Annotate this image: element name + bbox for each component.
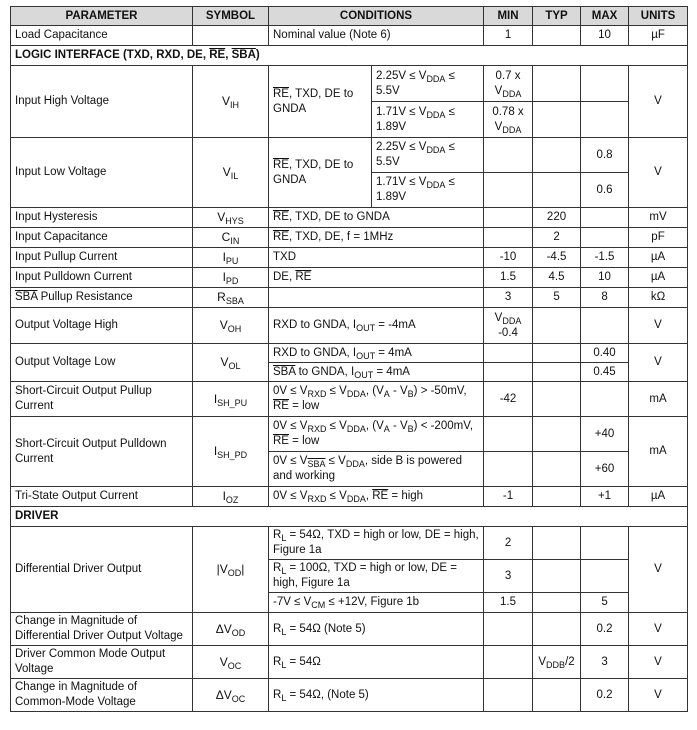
conditions-cell: $R_L = 54\Omega$ [269, 646, 484, 679]
units-cell: µA [629, 268, 688, 288]
parameter-cell: Short-Circuit Output Pullup Current [11, 382, 193, 417]
max-cell: 3 [581, 646, 629, 679]
min-cell: 0.78 x $V_{DDA}$ [484, 102, 533, 138]
typ-cell [533, 593, 581, 613]
units-cell: V [629, 527, 688, 613]
min-cell: 1 [484, 26, 533, 46]
units-cell: kΩ [629, 288, 688, 308]
units-cell: mA [629, 382, 688, 417]
symbol-cell: $I_{OZ}$ [193, 487, 269, 507]
table-row [11, 288, 688, 308]
conditions-cell [269, 288, 484, 308]
min-cell: -42 [484, 382, 533, 417]
table-row [11, 138, 688, 173]
max-cell [581, 66, 629, 102]
max-cell: 0.40 [581, 344, 629, 363]
symbol-cell: $|V_{OD}|$ [193, 527, 269, 613]
units-cell: V [629, 613, 688, 646]
typ-cell [533, 363, 581, 382]
parameter-cell: Input Low Voltage [11, 138, 193, 208]
table-row [11, 66, 688, 102]
conditions-cell: $\overline{RE}$, TXD, DE to GNDA [269, 138, 372, 208]
table-row [11, 613, 688, 646]
min-cell [484, 452, 533, 487]
typ-cell [533, 560, 581, 593]
conditions-cell: $R_L = 54\Omega$, (Note 5) [269, 679, 484, 712]
units-cell: µF [629, 26, 688, 46]
table-row [11, 228, 688, 248]
section-title: LOGIC INTERFACE (TXD, RXD, DE, $\overline{RE}$, $\overline{SBA}$) [11, 46, 688, 66]
typ-cell [533, 344, 581, 363]
max-cell [581, 208, 629, 228]
units-cell: mV [629, 208, 688, 228]
typ-cell: 4.5 [533, 268, 581, 288]
max-cell [581, 382, 629, 417]
table-row [11, 487, 688, 507]
max-cell: 0.2 [581, 613, 629, 646]
max-cell: +40 [581, 417, 629, 452]
header-symbol: SYMBOL [193, 7, 269, 26]
max-cell: 0.45 [581, 363, 629, 382]
min-cell [484, 208, 533, 228]
min-cell [484, 173, 533, 208]
min-cell [484, 363, 533, 382]
conditions-cell: $R_L = 54\Omega$, TXD = high or low, DE = high, Figure 1a [269, 527, 484, 560]
symbol-cell: $V_{OL}$ [193, 344, 269, 382]
min-cell [484, 138, 533, 173]
typ-cell: 220 [533, 208, 581, 228]
symbol-cell: $V_{OH}$ [193, 308, 269, 344]
typ-cell [533, 487, 581, 507]
min-cell: 2 [484, 527, 533, 560]
units-cell: µA [629, 487, 688, 507]
max-cell [581, 527, 629, 560]
conditions-cell: $-7V \le V_{CM} \le +12V$, Figure 1b [269, 593, 484, 613]
max-cell: 5 [581, 593, 629, 613]
symbol-cell: $\Delta V_{OC}$ [193, 679, 269, 712]
conditions-cell: $0V \le V_{RXD} \le V_{DDA}$, $(V_A - V_B) < -200mV$, $\overline{RE}$ = low [269, 417, 484, 452]
units-cell: V [629, 679, 688, 712]
header-typ: TYP [533, 7, 581, 26]
section-header-driver [11, 507, 688, 527]
typ-cell [533, 613, 581, 646]
typ-cell [533, 173, 581, 208]
min-cell: -1 [484, 487, 533, 507]
table-row [11, 208, 688, 228]
conditions-cell: DE, $\overline{RE}$ [269, 268, 484, 288]
max-cell: 0.2 [581, 679, 629, 712]
symbol-cell: $R_{SBA}$ [193, 288, 269, 308]
parameter-cell: Short-Circuit Output Pulldown Current [11, 417, 193, 487]
conditions-cell: $\overline{RE}$, TXD, DE to GNDA [269, 208, 484, 228]
table-row [11, 679, 688, 712]
parameter-cell: Change in Magnitude of Differential Driver Output Voltage [11, 613, 193, 646]
typ-cell [533, 308, 581, 344]
max-cell [581, 560, 629, 593]
header-max: MAX [581, 7, 629, 26]
conditions-cell: $\overline{SBA}$ to GNDA, $I_{OUT} = 4mA$ [269, 363, 484, 382]
min-cell: 0.7 x $V_{DDA}$ [484, 66, 533, 102]
max-cell: +1 [581, 487, 629, 507]
symbol-cell: $I_{PU}$ [193, 248, 269, 268]
header-min: MIN [484, 7, 533, 26]
typ-cell [533, 26, 581, 46]
max-cell [581, 228, 629, 248]
conditions-cell: Nominal value (Note 6) [269, 26, 484, 46]
section-title: DRIVER [11, 507, 688, 527]
symbol-cell: $V_{HYS}$ [193, 208, 269, 228]
min-cell: $V_{DDA}$ -0.4 [484, 308, 533, 344]
min-cell [484, 646, 533, 679]
symbol-cell: $V_{IL}$ [193, 138, 269, 208]
parameter-cell: Input Pullup Current [11, 248, 193, 268]
typ-cell [533, 527, 581, 560]
units-cell: V [629, 308, 688, 344]
parameter-cell: Differential Driver Output [11, 527, 193, 613]
typ-cell [533, 679, 581, 712]
min-cell: -10 [484, 248, 533, 268]
electrical-characteristics-table [10, 6, 688, 712]
conditions-cell: $R_L = 54\Omega$ (Note 5) [269, 613, 484, 646]
symbol-cell [193, 26, 269, 46]
units-cell: µA [629, 248, 688, 268]
parameter-cell: Input Pulldown Current [11, 268, 193, 288]
parameter-cell: Change in Magnitude of Common-Mode Voltage [11, 679, 193, 712]
conditions-cell: $0V \le V_{RXD} \le V_{DDA}$, $(V_A - V_B) > -50mV$, $\overline{RE}$ = low [269, 382, 484, 417]
typ-cell: -4.5 [533, 248, 581, 268]
table-row [11, 308, 688, 344]
max-cell: +60 [581, 452, 629, 487]
conditions-cell: RXD to GNDA, $I_{OUT} = -4mA$ [269, 308, 484, 344]
typ-cell [533, 452, 581, 487]
max-cell: 0.8 [581, 138, 629, 173]
max-cell: 10 [581, 268, 629, 288]
table-row [11, 382, 688, 417]
section-header-logic [11, 46, 688, 66]
symbol-cell: $V_{OC}$ [193, 646, 269, 679]
parameter-cell: Output Voltage Low [11, 344, 193, 382]
parameter-cell: Input Capacitance [11, 228, 193, 248]
min-cell [484, 344, 533, 363]
table-row [11, 248, 688, 268]
subcondition-cell: $2.25V \le V_{DDA} \le 5.5V$ [372, 138, 484, 173]
typ-cell [533, 382, 581, 417]
conditions-cell: $\overline{RE}$, TXD, DE, f = 1MHz [269, 228, 484, 248]
units-cell: V [629, 344, 688, 382]
conditions-cell: $R_L = 100\Omega$, TXD = high or low, DE = high, Figure 1a [269, 560, 484, 593]
conditions-cell: $0V \le V_{RXD} \le V_{DDA}$, $\overline{RE}$ = high [269, 487, 484, 507]
typ-cell [533, 66, 581, 102]
subcondition-cell: $2.25V \le V_{DDA} \le 5.5V$ [372, 66, 484, 102]
units-cell: V [629, 66, 688, 138]
header-units: UNITS [629, 7, 688, 26]
typ-cell: $V_{DDB}/2$ [533, 646, 581, 679]
subcondition-cell: $1.71V \le V_{DDA} \le 1.89V$ [372, 173, 484, 208]
parameter-cell: Input Hysteresis [11, 208, 193, 228]
conditions-cell: TXD [269, 248, 484, 268]
max-cell [581, 102, 629, 138]
conditions-cell: $\overline{RE}$, TXD, DE to GNDA [269, 66, 372, 138]
min-cell: 3 [484, 560, 533, 593]
symbol-cell: $I_{PD}$ [193, 268, 269, 288]
min-cell [484, 613, 533, 646]
max-cell: -1.5 [581, 248, 629, 268]
units-cell: V [629, 646, 688, 679]
min-cell [484, 417, 533, 452]
max-cell: 0.6 [581, 173, 629, 208]
table-row [11, 646, 688, 679]
typ-cell: 5 [533, 288, 581, 308]
typ-cell: 2 [533, 228, 581, 248]
parameter-cell: Input High Voltage [11, 66, 193, 138]
table-row [11, 344, 688, 363]
max-cell: 8 [581, 288, 629, 308]
header-row [11, 7, 688, 26]
max-cell [581, 308, 629, 344]
table-row [11, 26, 688, 46]
symbol-cell: $C_{IN}$ [193, 228, 269, 248]
table-row [11, 527, 688, 560]
symbol-cell: $V_{IH}$ [193, 66, 269, 138]
parameter-cell: $\overline{SBA}$ Pullup Resistance [11, 288, 193, 308]
header-parameter: PARAMETER [11, 7, 193, 26]
parameter-cell: Load Capacitance [11, 26, 193, 46]
table-row [11, 417, 688, 452]
max-cell: 10 [581, 26, 629, 46]
min-cell [484, 228, 533, 248]
typ-cell [533, 102, 581, 138]
header-conditions: CONDITIONS [269, 7, 484, 26]
subcondition-cell: $1.71V \le V_{DDA} \le 1.89V$ [372, 102, 484, 138]
units-cell: mA [629, 417, 688, 487]
symbol-cell: $\Delta V_{OD}$ [193, 613, 269, 646]
conditions-cell: RXD to GNDA, $I_{OUT} = 4mA$ [269, 344, 484, 363]
typ-cell [533, 138, 581, 173]
parameter-cell: Driver Common Mode Output Voltage [11, 646, 193, 679]
min-cell: 3 [484, 288, 533, 308]
symbol-cell: $I_{SH\_PD}$ [193, 417, 269, 487]
parameter-cell: Output Voltage High [11, 308, 193, 344]
units-cell: pF [629, 228, 688, 248]
units-cell: V [629, 138, 688, 208]
min-cell: 1.5 [484, 593, 533, 613]
table-row [11, 268, 688, 288]
parameter-cell: Tri-State Output Current [11, 487, 193, 507]
conditions-cell: $0V \le V_{\overline{SBA}} \le V_{DDA}$, side B is powered and working [269, 452, 484, 487]
min-cell [484, 679, 533, 712]
typ-cell [533, 417, 581, 452]
symbol-cell: $I_{SH\_PU}$ [193, 382, 269, 417]
min-cell: 1.5 [484, 268, 533, 288]
